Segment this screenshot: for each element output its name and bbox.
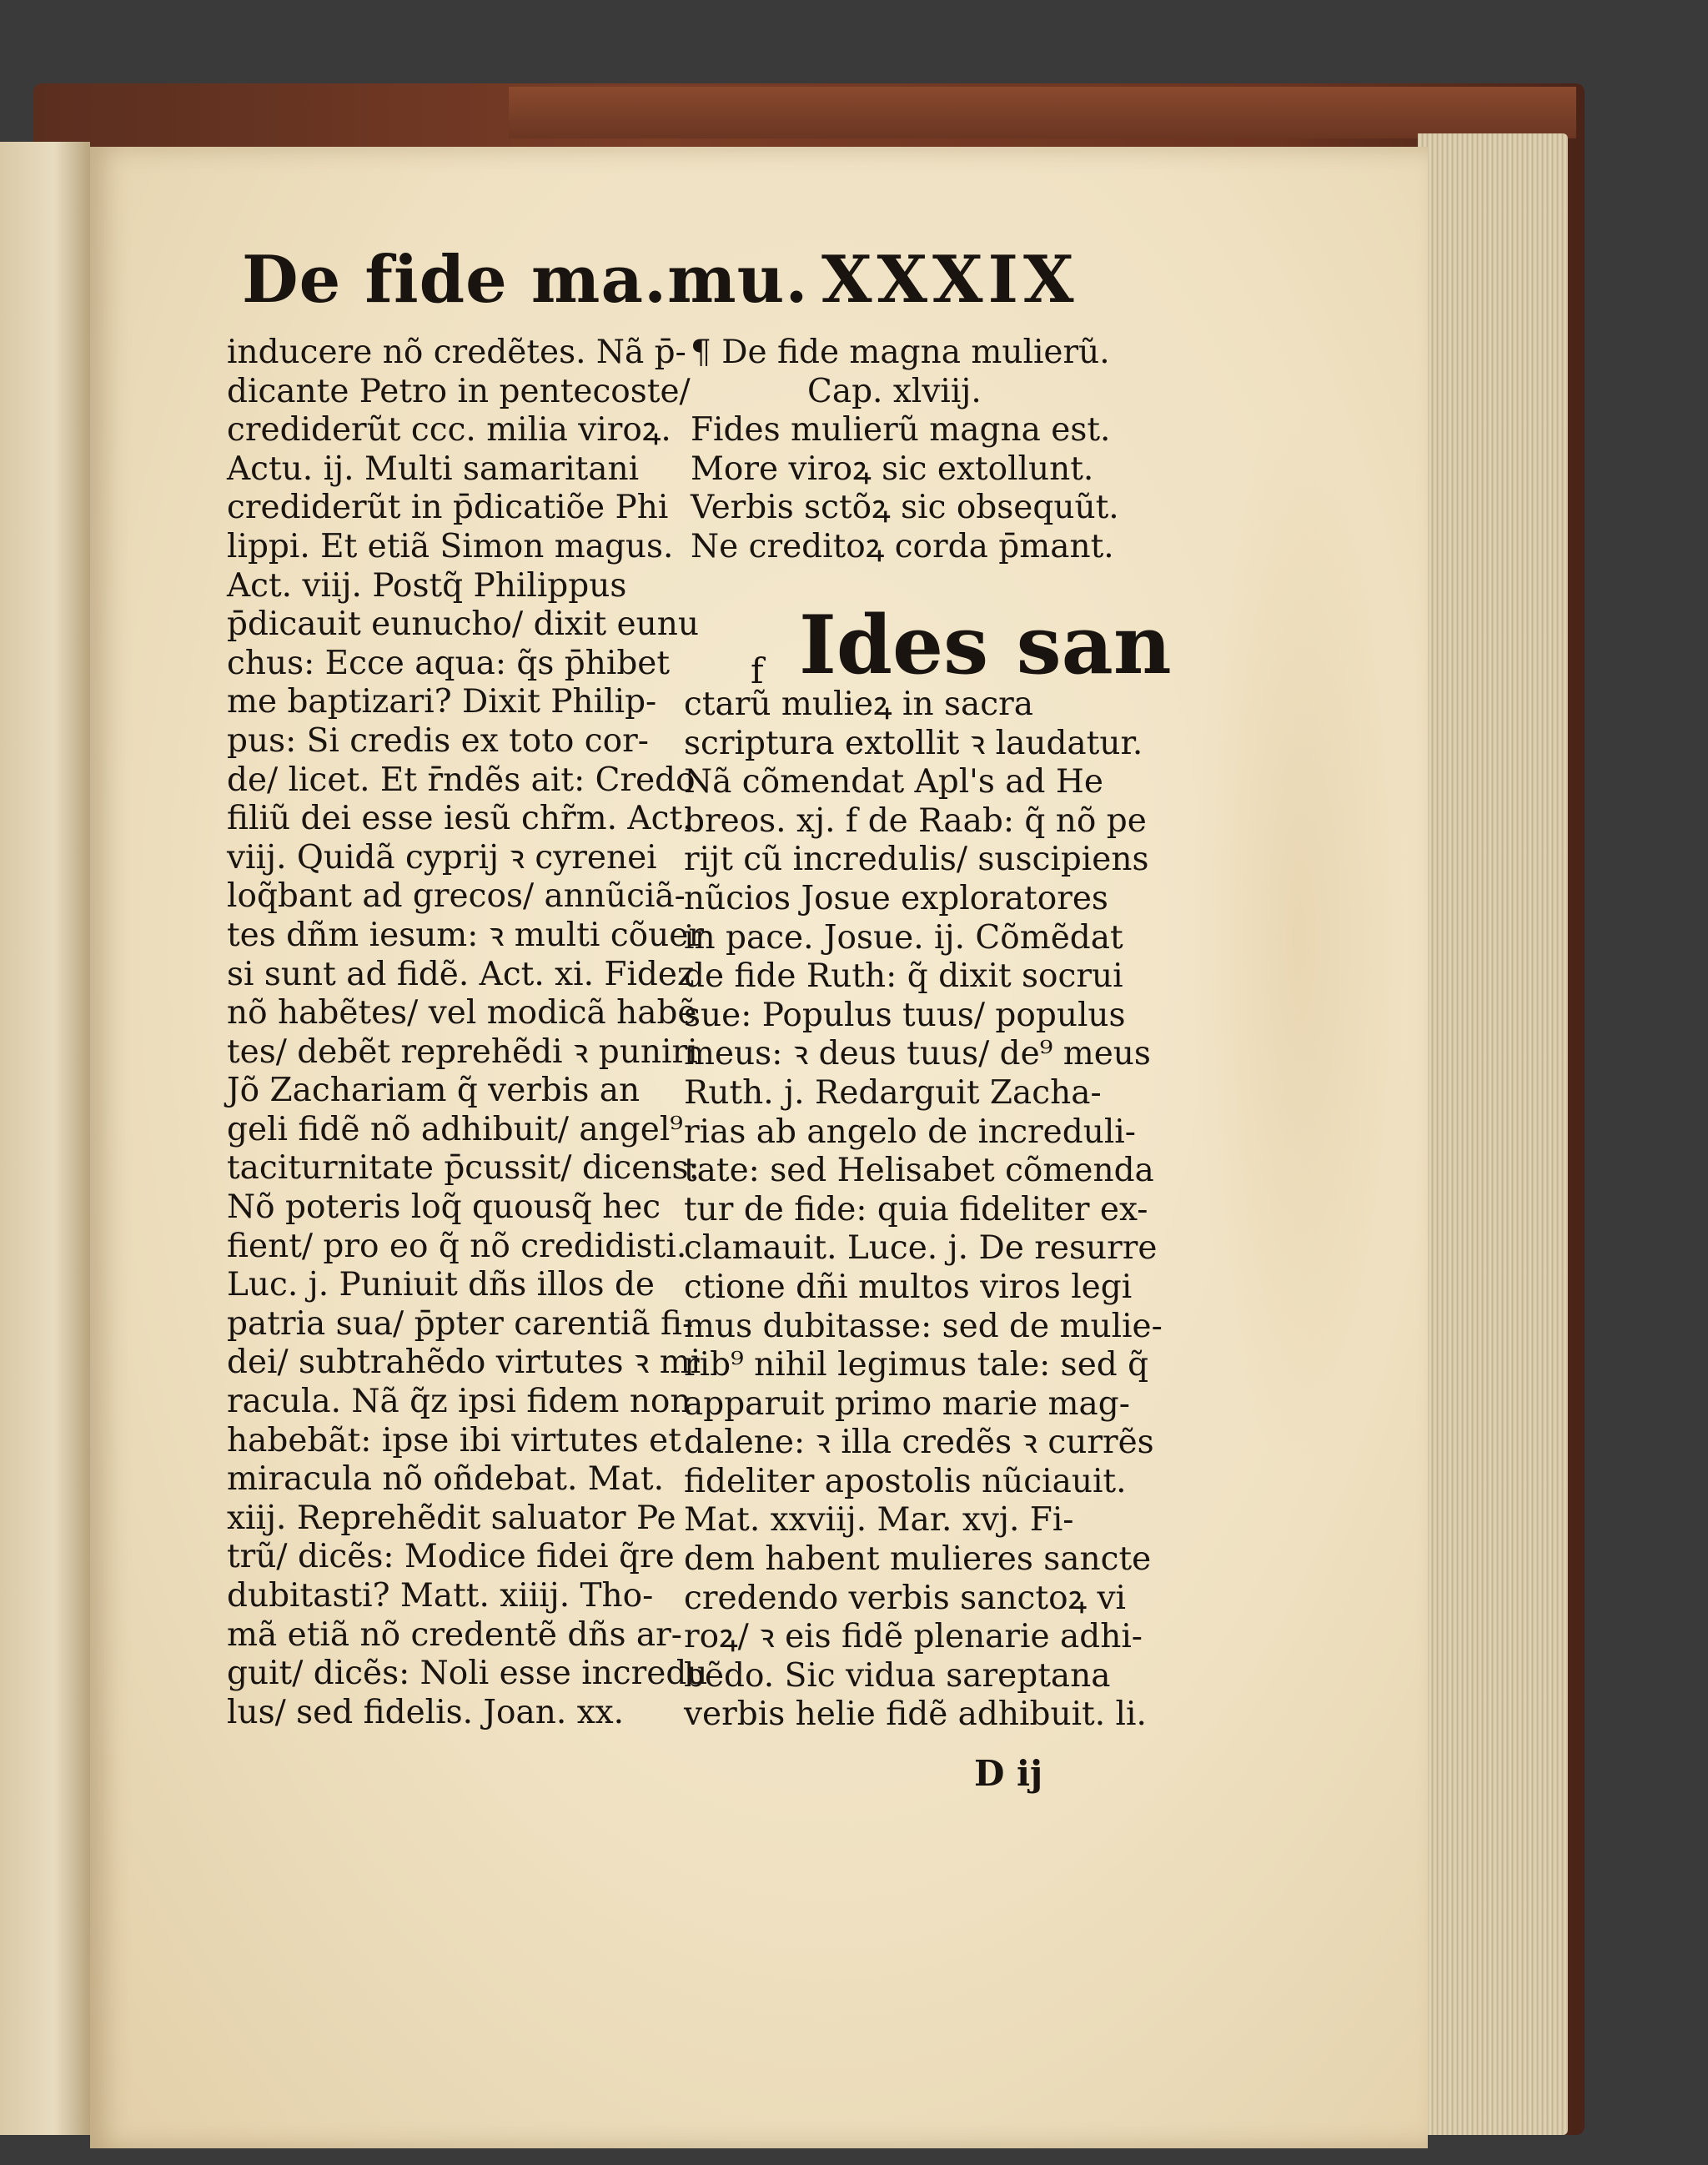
right-column-line: breos. xj. f de Raab: q̃ nõ pe <box>684 801 1147 840</box>
left-column-line: me baptizari? Dixit Philip- <box>227 683 657 721</box>
left-column-line: taciturnitate p̄cussit/ dicens: <box>227 1149 700 1188</box>
left-column-line: inducere nõ credẽtes. Nã p̄- <box>227 334 686 371</box>
right-column-line: dem habent mulieres sancte <box>684 1540 1152 1579</box>
right-column-line: dalene: ꝛ illa credẽs ꝛ currẽs <box>684 1424 1154 1462</box>
left-column-line: geli fidẽ nõ adhibuit/ angel⁹ <box>227 1110 683 1148</box>
left-column-line: Luc. j. Puniuit dñs illos de <box>227 1266 655 1304</box>
page-edges <box>1418 133 1568 2135</box>
right-text-column <box>684 686 1163 1735</box>
chapter-heading-block <box>691 334 1119 567</box>
right-column-line: Mat. xxviij. Mar. xvj. Fi- <box>684 1501 1074 1540</box>
right-column-line: roꝝ/ ꝛ eis fidẽ plenarie adhi- <box>684 1618 1143 1656</box>
left-column-line: crediderũt ccc. milia viroꝝ. <box>227 411 671 450</box>
right-column-line: bẽdo. Sic vidua sareptana <box>684 1656 1111 1695</box>
chapter-heading: ¶ De fide magna mulierũ. <box>691 334 1110 371</box>
folio-number: XXXIX <box>821 242 1079 318</box>
left-column-line: lippi. Et etiã Simon magus. <box>227 527 674 565</box>
verse-1: Fides mulierũ magna est. <box>691 411 1111 450</box>
verse-4: Ne creditoꝝ corda p̄mant. <box>691 527 1114 565</box>
left-column-line: guit/ dicẽs: Noli esse incredu <box>227 1655 708 1693</box>
left-column-line: filiũ dei esse iesũ chr̃m. Act. <box>227 800 693 838</box>
right-column-line: apparuit primo marie mag- <box>684 1384 1130 1423</box>
left-column-line: si sunt ad fidẽ. Act. xi. Fidez <box>227 955 695 993</box>
right-column-line: de fide Ruth: q̃ dixit socrui <box>684 957 1123 996</box>
left-page-edge <box>0 142 90 2135</box>
cover-top-edge <box>509 87 1576 138</box>
right-column-line: rias ab angelo de increduli- <box>684 1113 1136 1151</box>
left-column-line: crediderũt in p̄dicatiõe Phi <box>227 489 669 527</box>
left-column-line: dubitasti? Matt. xiiij. Tho- <box>227 1577 654 1615</box>
right-column-line: meus: ꝛ deus tuus/ de⁹ meus <box>684 1035 1151 1073</box>
left-column-line: trũ/ dicẽs: Modice fidei q̃re <box>227 1538 675 1576</box>
right-column-line: mus dubitasse: sed de mulie- <box>684 1307 1163 1345</box>
right-column-line: credendo verbis sanctoꝝ vi <box>684 1579 1126 1617</box>
right-column-line: clamauit. Luce. j. De resurre <box>684 1229 1158 1268</box>
left-column-line: lus/ sed fidelis. Joan. xx. <box>227 1693 625 1731</box>
left-column-line: nõ habẽtes/ vel modicã habẽ <box>227 994 697 1032</box>
right-column-line: ctarũ mulieꝝ in sacra <box>684 686 1033 723</box>
left-column-line: miracula nõ oñdebat. Mat. <box>227 1460 665 1499</box>
left-column-line: dei/ subtrahẽdo virtutes ꝛ mi <box>227 1344 701 1382</box>
right-column-line: fideliter apostolis nũciauit. <box>684 1462 1127 1500</box>
left-column-line: patria sua/ p̄pter carentiã fi- <box>227 1304 694 1343</box>
left-column-line: Nõ poteris loq̃ quousq̃ hec <box>227 1188 661 1227</box>
right-column-line: scriptura extollit ꝛ laudatur. <box>684 724 1143 762</box>
left-column-line: Act. viij. Postq̃ Philippus <box>227 566 627 605</box>
left-column-line: pus: Si credis ex toto cor- <box>227 721 649 760</box>
guide-letter: f <box>751 651 764 691</box>
left-column-line: de/ licet. Et r̄ndẽs ait: Credo <box>227 761 696 799</box>
verse-2: More viroꝝ sic extollunt. <box>691 450 1094 488</box>
left-column-line: chus: Ecce aqua: q̃s p̄hibet <box>227 644 671 682</box>
right-column-line: in pace. Josue. ij. Cõmẽdat <box>684 918 1123 957</box>
right-column-line: Nã cõmendat Apl's ad He <box>684 763 1104 801</box>
left-column-line: Actu. ij. Multi samaritani <box>227 450 640 488</box>
right-column-line: Ruth. j. Redarguit Zacha- <box>684 1073 1102 1112</box>
right-column-line: tate: sed Helisabet cõmenda <box>684 1152 1154 1190</box>
decorated-initial-line: Ides san <box>799 598 1172 692</box>
left-text-column <box>227 334 708 1732</box>
left-column-line: tes dñm iesum: ꝛ multi cõuer <box>227 916 704 954</box>
running-head-title: De fide ma.mu. <box>242 242 809 318</box>
right-column-line: rijt cũ incredulis/ suscipiens <box>684 841 1149 879</box>
left-column-line: tes/ debẽt reprehẽdi ꝛ puniri <box>227 1032 698 1071</box>
left-column-line: dicante Petro in pentecoste/ <box>227 372 691 410</box>
chapter-number: Cap. xlviij. <box>807 372 982 410</box>
right-column-line: ctione dñi multos viros legi <box>684 1268 1133 1306</box>
left-column-line: mã etiã nõ credentẽ dñs ar- <box>227 1615 682 1654</box>
right-column-line: nũcios Josue exploratores <box>684 879 1108 917</box>
right-column-line: tur de fide: quia fideliter ex- <box>684 1190 1148 1228</box>
left-column-line: fient/ pro eo q̃ nõ credidisti. <box>227 1227 687 1265</box>
left-column-line: p̄dicauit eunucho/ dixit eunu <box>227 605 699 644</box>
right-column-line: verbis helie fidẽ adhibuit. li. <box>684 1695 1147 1734</box>
left-column-line: loq̃bant ad grecos/ annũciã- <box>227 877 686 916</box>
right-column-line: rib⁹ nihil legimus tale: sed q̃ <box>684 1346 1149 1384</box>
verse-3: Verbis sctõꝝ sic obsequũt. <box>691 489 1119 527</box>
left-column-line: viij. Quidã cyprij ꝛ cyrenei <box>227 838 657 877</box>
water-stain <box>1191 397 1408 1481</box>
left-column-line: racula. Nã q̃z ipsi fidem non <box>227 1383 691 1421</box>
signature-mark: D ij <box>974 1753 1043 1794</box>
left-column-line: xiij. Reprehẽdit saluator Pe <box>227 1499 676 1537</box>
left-column-line: Jõ Zachariam q̃ verbis an <box>227 1072 640 1110</box>
left-column-line: habebãt: ipse ibi virtutes et <box>227 1421 681 1459</box>
right-column-line: sue: Populus tuus/ populus <box>684 996 1126 1034</box>
